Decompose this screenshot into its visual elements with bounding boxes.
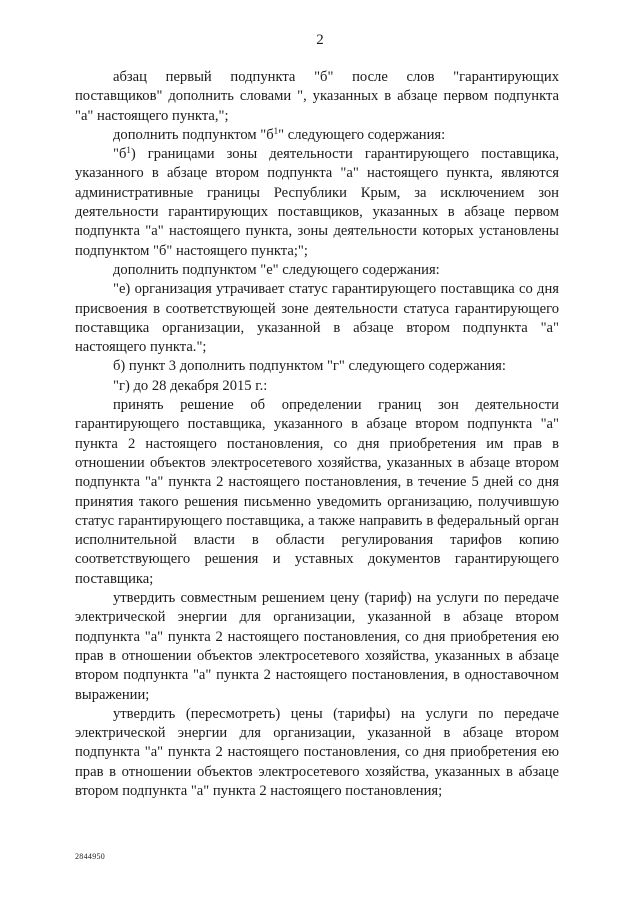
document-body <box>75 68 559 801</box>
paragraph-2-start: дополнить подпунктом "б <box>113 126 274 143</box>
paragraph-2 <box>75 126 559 145</box>
paragraph-1: абзац первый подпункта "б" после слов "гарантирующих поставщиков" дополнить словами ", указанных в абзаце первом подпункта "а" настоящего пункта,"; <box>75 69 559 124</box>
paragraph-3 <box>75 145 559 261</box>
paragraph-3-start: "б <box>113 146 127 163</box>
paragraph-10: утвердить (пересмотреть) цены (тарифы) на услуги по передаче электрической энергии для организации, указанной в абзаце втором подпункта "а" пункта 2 настоящего постановления, со дня приобретения ею прав в отношении объектов электросетевого хозяйства, указанных в абзаце втором подпункта "а" пункта 2 настоящего постановления; <box>75 705 559 799</box>
superscript-1: 1 <box>126 145 131 156</box>
paragraph-9: утвердить совместным решением цену (тариф) на услуги по передаче электрической энергии для организации, указанной в абзаце втором подпункта "а" пункта 2 настоящего постановления, со дня приобретения ею прав в отношении объектов электросетевого хозяйства, указанных в абзаце втором подпункта "а" пункта 2 настоящего постановления, в одноставочном выражении; <box>75 590 559 703</box>
superscript-1: 1 <box>273 125 279 136</box>
page-number: 2 <box>316 32 324 48</box>
paragraph-3-end: ) границами зоны деятельности гарантирующего поставщика, указанного в абзаце втором подпункта "а" настоящего пункта, являются административные границы Республики Крым, за исключением зон деятельности гарантирующих поставщиков, указанных в абзаце первом подпункта "а" настоящего пункта, зоны деятельности которых установлены подпунктом "б" настоящего пункта;"; <box>75 146 559 259</box>
paragraph-4: дополнить подпунктом "е" следующего содержания: <box>113 261 440 278</box>
paragraph-5: "е) организация утрачивает статус гарантирующего поставщика со дня присвоения в соответствующей зоне деятельности статуса гарантирующего поставщика организации, указанной в абзаце втором подпункта "а" настоящего пункта."; <box>75 281 559 356</box>
paragraph-6: б) пункт 3 дополнить подпунктом "г" следующего содержания: <box>113 358 506 375</box>
document-code: 2844950 <box>75 852 106 861</box>
paragraph-8: принять решение об определении границ зон деятельности гарантирующего поставщика, указанного в абзаце втором подпункта "а" пункта 2 настоящего постановления, со дня приобретения им прав в отношении объектов электросетевого хозяйства, указанных в абзаце втором подпункта "а" пункта 2 настоящего постановления, в течение 5 дней со дня принятия такого решения письменно уведомить организацию, получившую статус гарантирующего поставщика, а также направить в федеральный орган исполнительной власти в области регулирования тарифов копию соответствующего решения и уставных документов гарантирующего поставщика; <box>75 397 559 587</box>
paragraph-7: "г) до 28 декабря 2015 г.: <box>113 377 268 394</box>
paragraph-2-end: " следующего содержания: <box>278 126 446 143</box>
